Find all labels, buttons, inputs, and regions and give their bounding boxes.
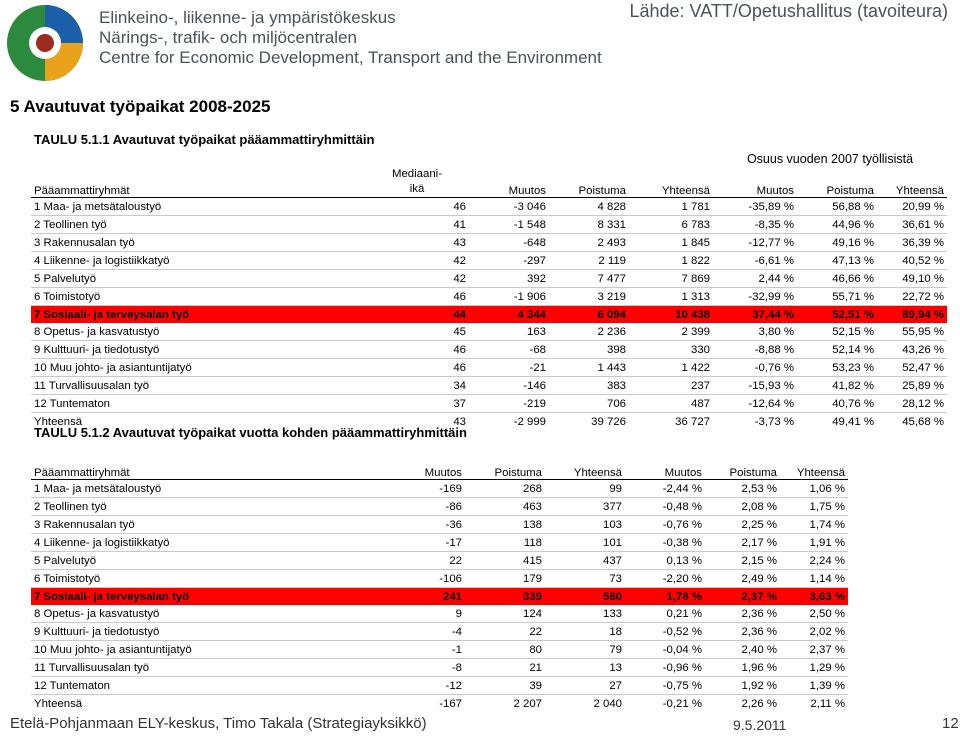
table-cell: 3 219 (549, 288, 629, 306)
table-cell: -36 (365, 516, 465, 534)
total-cell: -167 (365, 695, 465, 713)
table-cell: 49,16 % (797, 234, 877, 252)
table-cell: 101 (545, 534, 625, 552)
table-row (31, 677, 848, 695)
table-cell: 1,06 % (780, 480, 848, 498)
table-cell: -146 (469, 377, 549, 395)
column-header: Yhteensä (877, 167, 947, 198)
table-cell: 22 (465, 623, 545, 641)
table-row (31, 516, 848, 534)
table-cell: -68 (469, 341, 549, 359)
table-cell: -2,20 % (625, 570, 705, 588)
table-cell: 118 (465, 534, 545, 552)
table-cell: 39 (465, 677, 545, 695)
total-label: Yhteensä (31, 695, 365, 713)
table-cell: 1,29 % (780, 659, 848, 677)
row-label: 3 Rakennusalan työ (31, 234, 365, 252)
table-cell: 138 (465, 516, 545, 534)
table-row (31, 552, 848, 570)
table-row (31, 534, 848, 552)
table-cell: 52,15 % (797, 323, 877, 341)
table-cell: 179 (465, 570, 545, 588)
table-cell: -0,38 % (625, 534, 705, 552)
table-cell: -17 (365, 534, 465, 552)
table-cell: 1 422 (629, 359, 713, 377)
table-cell: 103 (545, 516, 625, 534)
table-cell: 55,71 % (797, 288, 877, 306)
table-cell: 1 845 (629, 234, 713, 252)
table-cell: -8,88 % (713, 341, 797, 359)
table-cell: 706 (549, 395, 629, 413)
row-label: 10 Muu johto- ja asiantuntijatyö (31, 641, 365, 659)
table-cell: 6 783 (629, 216, 713, 234)
table-cell: 53,23 % (797, 359, 877, 377)
table-cell: 6 094 (549, 306, 629, 324)
table-cell: 20,99 % (877, 198, 947, 216)
row-label: 6 Toimistotyö (31, 570, 365, 588)
table-cell: 339 (465, 588, 545, 606)
table-cell: -86 (365, 498, 465, 516)
table-cell: 43 (365, 234, 469, 252)
table-cell: -35,89 % (713, 198, 797, 216)
table-cell: 52,47 % (877, 359, 947, 377)
table-cell: -8 (365, 659, 465, 677)
table-cell: 383 (549, 377, 629, 395)
row-label: 2 Teollinen työ (31, 498, 365, 516)
table-row (31, 395, 947, 413)
table-cell: 268 (465, 480, 545, 498)
table-cell: -169 (365, 480, 465, 498)
table-row (31, 641, 848, 659)
table-cell: 27 (545, 677, 625, 695)
table-cell: 41 (365, 216, 469, 234)
table-cell: 1 781 (629, 198, 713, 216)
row-label: 9 Kulttuuri- ja tiedotustyö (31, 623, 365, 641)
table-cell: 52,51 % (797, 306, 877, 324)
table-cell: 1 443 (549, 359, 629, 377)
row-label: 12 Tuntematon (31, 395, 365, 413)
table-cell: 8 331 (549, 216, 629, 234)
table-cell: -12,64 % (713, 395, 797, 413)
table-cell: -106 (365, 570, 465, 588)
table2 (31, 462, 848, 712)
row-label: 7 Sosiaali- ja terveysalan työ (31, 588, 365, 606)
org-names (99, 8, 602, 68)
table-cell: 1,39 % (780, 677, 848, 695)
column-header: Poistuma (549, 167, 629, 198)
total-cell: 36 727 (629, 413, 713, 431)
row-label: 10 Muu johto- ja asiantuntijatyö (31, 359, 365, 377)
table2-title: TAULU 5.1.2 Avautuvat työpaikat vuotta kohden pääammattiryhmittäin (34, 425, 467, 440)
table-cell: 52,14 % (797, 341, 877, 359)
org-name-fi: Elinkeino-, liikenne- ja ympäristökeskus (99, 8, 396, 27)
column-header: Poistuma (705, 462, 780, 480)
row-label: 6 Toimistotyö (31, 288, 365, 306)
table-cell: -0,48 % (625, 498, 705, 516)
row-label: 4 Liikenne- ja logistiikkatyö (31, 534, 365, 552)
column-header: Muutos (469, 167, 549, 198)
table-cell: -0,52 % (625, 623, 705, 641)
total-cell: 45,68 % (877, 413, 947, 431)
table-cell: 41,82 % (797, 377, 877, 395)
table-cell: 46 (365, 288, 469, 306)
table-cell: 36,61 % (877, 216, 947, 234)
row-label: 5 Palvelutyö (31, 270, 365, 288)
table-cell: 1 313 (629, 288, 713, 306)
column-header: Pääammattiryhmät (31, 462, 365, 480)
total-row (31, 695, 848, 713)
table-row (31, 659, 848, 677)
table-cell: 45 (365, 323, 469, 341)
table-cell: 42 (365, 252, 469, 270)
table-cell: -6,61 % (713, 252, 797, 270)
table-cell: 377 (545, 498, 625, 516)
table1-header-row (31, 167, 947, 198)
table-cell: 2,53 % (705, 480, 780, 498)
header (0, 0, 960, 82)
table-cell: -15,93 % (713, 377, 797, 395)
table-cell: 36,39 % (877, 234, 947, 252)
table-row (31, 216, 947, 234)
table-row (31, 623, 848, 641)
page-number: 12 (942, 715, 959, 732)
table1 (31, 150, 947, 430)
table-cell: 79 (545, 641, 625, 659)
column-header: Mediaani- ikä (365, 167, 469, 198)
table-cell: 42 (365, 270, 469, 288)
table-cell: -297 (469, 252, 549, 270)
org-name-sv: Närings-, trafik- och miljöcentralen (99, 28, 357, 47)
table-cell: 2,08 % (705, 498, 780, 516)
total-cell: 2,26 % (705, 695, 780, 713)
table-cell: 1,78 % (625, 588, 705, 606)
total-label: Yhteensä (31, 413, 365, 431)
row-label: 9 Kulttuuri- ja tiedotustyö (31, 341, 365, 359)
table-cell: 2 493 (549, 234, 629, 252)
table-cell: 37 (365, 395, 469, 413)
table-cell: 43,26 % (877, 341, 947, 359)
table-cell: -21 (469, 359, 549, 377)
row-label: 5 Palvelutyö (31, 552, 365, 570)
table-cell: 2 119 (549, 252, 629, 270)
column-header: Muutos (713, 167, 797, 198)
table-cell: 1,92 % (705, 677, 780, 695)
column-header: Poistuma (465, 462, 545, 480)
table-cell: -4 (365, 623, 465, 641)
table-cell: -8,35 % (713, 216, 797, 234)
table-cell: 80 (465, 641, 545, 659)
section-title: 5 Avautuvat työpaikat 2008-2025 (10, 97, 271, 116)
table-cell: 1 822 (629, 252, 713, 270)
table-cell: 463 (465, 498, 545, 516)
table-cell: 1,74 % (780, 516, 848, 534)
row-label: 2 Teollinen työ (31, 216, 365, 234)
table-cell: -0,75 % (625, 677, 705, 695)
ely-logo-icon (4, 2, 86, 84)
total-cell: 2 207 (465, 695, 545, 713)
table-cell: 237 (629, 377, 713, 395)
table-cell: 1,96 % (705, 659, 780, 677)
table-cell: 2,44 % (713, 270, 797, 288)
table-cell: 99 (545, 480, 625, 498)
row-label: 11 Turvallisuusalan työ (31, 659, 365, 677)
table-cell: 25,89 % (877, 377, 947, 395)
table-cell: 1,14 % (780, 570, 848, 588)
table-cell: -2,44 % (625, 480, 705, 498)
table-cell: -0,76 % (713, 359, 797, 377)
table-cell: 9 (365, 605, 465, 623)
table-cell: 56,88 % (797, 198, 877, 216)
row-label: 1 Maa- ja metsätaloustyö (31, 480, 365, 498)
table-cell: 13 (545, 659, 625, 677)
table-cell: -1 906 (469, 288, 549, 306)
column-header: Yhteensä (629, 167, 713, 198)
table1-group-header: Osuus vuoden 2007 työllisistä (746, 151, 914, 166)
table-cell: 10 438 (629, 306, 713, 324)
table-cell: 37,44 % (713, 306, 797, 324)
table-cell: 46 (365, 341, 469, 359)
table-cell: -1 548 (469, 216, 549, 234)
table-row (31, 198, 947, 216)
table-cell: -0,04 % (625, 641, 705, 659)
table-cell: 22 (365, 552, 465, 570)
table-row (31, 323, 947, 341)
table-cell: 1,91 % (780, 534, 848, 552)
column-header: Yhteensä (780, 462, 848, 480)
table1-title: TAULU 5.1.1 Avautuvat työpaikat pääammattiryhmittäin (34, 132, 375, 147)
table-cell: -3 046 (469, 198, 549, 216)
table-cell: 49,10 % (877, 270, 947, 288)
table-cell: 2,17 % (705, 534, 780, 552)
table-cell: 2,50 % (780, 605, 848, 623)
table-cell: 2,49 % (705, 570, 780, 588)
table-cell: -219 (469, 395, 549, 413)
table-cell: 2,37 % (780, 641, 848, 659)
footer-date: 9.5.2011 (733, 717, 787, 733)
table-cell: 7 869 (629, 270, 713, 288)
table-cell: 18 (545, 623, 625, 641)
table-row (31, 498, 848, 516)
column-header: Poistuma (797, 167, 877, 198)
table-cell: 0,13 % (625, 552, 705, 570)
table-cell: 241 (365, 588, 465, 606)
table-cell: 330 (629, 341, 713, 359)
table-row (31, 377, 947, 395)
org-name-en: Centre for Economic Development, Transport and the Environment (99, 48, 602, 67)
source-note: Lähde: VATT/Opetushallitus (tavoiteura) (629, 1, 948, 21)
total-cell: 2,11 % (780, 695, 848, 713)
table-row (31, 252, 947, 270)
table-cell: 2,37 % (705, 588, 780, 606)
total-cell: 43 (365, 413, 469, 431)
table-cell: -12 (365, 677, 465, 695)
total-cell: 49,41 % (797, 413, 877, 431)
table-cell: 44,96 % (797, 216, 877, 234)
row-label: 3 Rakennusalan työ (31, 516, 365, 534)
table-cell: 22,72 % (877, 288, 947, 306)
total-cell: 39 726 (549, 413, 629, 431)
table-cell: 2,24 % (780, 552, 848, 570)
total-cell: 2 040 (545, 695, 625, 713)
table-cell: 124 (465, 605, 545, 623)
table-cell: -32,99 % (713, 288, 797, 306)
table-cell: 392 (469, 270, 549, 288)
table-row-highlighted (31, 588, 848, 606)
row-label: 8 Opetus- ja kasvatustyö (31, 323, 365, 341)
table-cell: 89,94 % (877, 306, 947, 324)
total-cell: -0,21 % (625, 695, 705, 713)
table-row (31, 270, 947, 288)
table-cell: 3,80 % (713, 323, 797, 341)
table-cell: 2 399 (629, 323, 713, 341)
table-cell: 398 (549, 341, 629, 359)
table-cell: 28,12 % (877, 395, 947, 413)
table-cell: 2,15 % (705, 552, 780, 570)
table-cell: 47,13 % (797, 252, 877, 270)
table-cell: 133 (545, 605, 625, 623)
table-cell: 2,36 % (705, 605, 780, 623)
table-cell: 0,21 % (625, 605, 705, 623)
table-row (31, 359, 947, 377)
table-cell: 44 (365, 306, 469, 324)
table-cell: 2,40 % (705, 641, 780, 659)
table-row (31, 288, 947, 306)
table-cell: 4 828 (549, 198, 629, 216)
table-cell: 487 (629, 395, 713, 413)
row-label: 8 Opetus- ja kasvatustyö (31, 605, 365, 623)
table-cell: 437 (545, 552, 625, 570)
table-cell: 73 (545, 570, 625, 588)
footer-author: Etelä-Pohjanmaan ELY-keskus, Timo Takala (Strategiayksikkö) (10, 715, 427, 732)
row-label: 7 Sosiaali- ja terveysalan työ (31, 306, 365, 324)
table-cell: 34 (365, 377, 469, 395)
table-cell: 4 344 (469, 306, 549, 324)
row-label: 1 Maa- ja metsätaloustyö (31, 198, 365, 216)
table-row (31, 570, 848, 588)
table-cell: -12,77 % (713, 234, 797, 252)
table-cell: 40,76 % (797, 395, 877, 413)
total-cell: -3,73 % (713, 413, 797, 431)
column-header: Muutos (365, 462, 465, 480)
table-cell: -0,76 % (625, 516, 705, 534)
table-cell: -648 (469, 234, 549, 252)
table-cell: 46,66 % (797, 270, 877, 288)
column-header: Yhteensä (545, 462, 625, 480)
table-cell: 580 (545, 588, 625, 606)
table-cell: 55,95 % (877, 323, 947, 341)
table-cell: 415 (465, 552, 545, 570)
table-row (31, 341, 947, 359)
table-row (31, 234, 947, 252)
table-cell: 46 (365, 359, 469, 377)
column-header: Muutos (625, 462, 705, 480)
table-cell: 2,25 % (705, 516, 780, 534)
table-cell: 40,52 % (877, 252, 947, 270)
row-label: 4 Liikenne- ja logistiikkatyö (31, 252, 365, 270)
total-cell: -2 999 (469, 413, 549, 431)
table-cell: 2,02 % (780, 623, 848, 641)
column-header: Pääammattiryhmät (31, 167, 365, 198)
table-cell: -0,96 % (625, 659, 705, 677)
table1-group-header-row (31, 150, 947, 167)
table-row (31, 480, 848, 498)
table2-header-row (31, 462, 848, 480)
table-cell: 3,63 % (780, 588, 848, 606)
table-cell: 163 (469, 323, 549, 341)
row-label: 11 Turvallisuusalan työ (31, 377, 365, 395)
table-cell: 46 (365, 198, 469, 216)
table-cell: 7 477 (549, 270, 629, 288)
table-cell: 1,75 % (780, 498, 848, 516)
table-cell: -1 (365, 641, 465, 659)
table-cell: 2 236 (549, 323, 629, 341)
table-cell: 21 (465, 659, 545, 677)
row-label: 12 Tuntematon (31, 677, 365, 695)
table-row-highlighted (31, 306, 947, 324)
table-cell: 2,36 % (705, 623, 780, 641)
table-row (31, 605, 848, 623)
